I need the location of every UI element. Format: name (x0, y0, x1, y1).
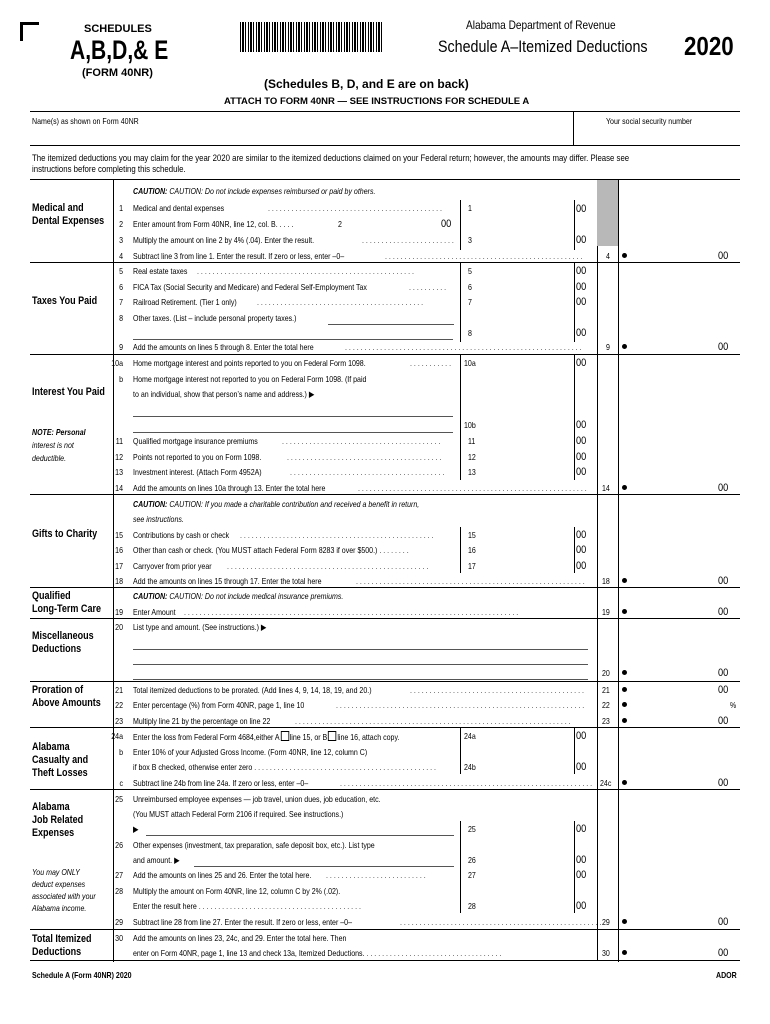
schedules-label: SCHEDULES (84, 23, 152, 35)
line-26-label-1: Other expenses (investment, tax preparation, safe deposit box, etc.). List type (133, 840, 375, 850)
section-medical: Medical and Dental Expenses (32, 202, 105, 227)
section-casualty: Alabama Casualty and Theft Losses (32, 741, 89, 779)
line-10a-amount[interactable] (486, 355, 574, 369)
line-30-label-2: enter on Form 40NR, page 1, line 13 and check 13a, Itemized Deductions. . . . . . . . . . . . . . . . . . . . . . . . . . . . . . . . . . . . (133, 948, 502, 958)
name-label: Name(s) as shown on Form 40NR (32, 116, 139, 126)
line-1-cents: 00 (576, 203, 587, 215)
line-19-amount[interactable] (630, 604, 716, 618)
line-20-cents: 00 (718, 667, 729, 679)
section-total: Total Itemized Deductions (32, 933, 92, 958)
intro-line-2: instructions before completing this schedule. (32, 164, 186, 174)
line-25-amount[interactable] (486, 821, 574, 835)
line-16-amount[interactable] (486, 542, 574, 556)
ssn-label: Your social security number (606, 116, 693, 126)
intro-line-1: The itemized deductions you may claim for the year 2020 are similar to the itemized deductions claimed on your Federal return; however, the amounts may differ. Please see (32, 153, 630, 163)
line-8-cents: 00 (576, 327, 587, 339)
line-22-label: Enter percentage (%) from Form 40NR, page 1, line 10 (133, 700, 305, 710)
line-28-amount[interactable] (486, 898, 574, 912)
department-name: Alabama Department of Revenue (466, 18, 616, 32)
section-long-term-care: Qualified Long-Term Care (32, 590, 101, 615)
line-23-cents: 00 (718, 715, 729, 727)
line-11-cents: 00 (576, 435, 587, 447)
tax-year: 2020 (684, 31, 734, 61)
section-interest: Interest You Paid (32, 386, 105, 398)
line-24b-label-2: if box B checked, otherwise enter zero . . . . . . . . . . . . . . . . . . . . . . . . . . . . . . . . . . . . . . . . . . . . . . . (133, 762, 437, 772)
form-big-title: A,B,D,& E (70, 35, 169, 65)
caution-ltc: CAUTION: CAUTION: Do not include medical insurance premiums. (133, 591, 344, 601)
line-17-label: Carryover from prior year (133, 561, 212, 571)
barcode (240, 22, 382, 52)
ssn-input[interactable] (575, 127, 739, 144)
line-3-cents: 00 (576, 234, 587, 246)
line-28-label-1: Multiply the amount on Form 40NR, line 12, column C by 2% (.02). (133, 886, 341, 896)
line-21-label: Total itemized deductions to be prorated. (Add lines 4, 9, 14, 18, 19, and 20.) (133, 685, 372, 695)
line-14-cents: 00 (718, 482, 729, 494)
caution-gifts-2: see instructions. (133, 514, 184, 524)
checkbox-a[interactable] (280, 731, 288, 741)
line-14-label: Add the amounts on lines 10a through 13. Enter the total here (133, 483, 326, 493)
line-5-cents: 00 (576, 265, 587, 277)
line-8-amount[interactable] (486, 325, 574, 339)
corner-mark (20, 22, 39, 41)
line-7-cents: 00 (576, 296, 587, 308)
line-3-label: Multiply the amount on line 2 by 4% (.04). Enter the result. (133, 235, 315, 245)
line-17-cents: 00 (576, 560, 587, 572)
line-14-amount[interactable] (630, 480, 716, 494)
line-5-label: Real estate taxes (133, 266, 188, 276)
note-personal-interest: NOTE: Personal interest is not deductible. (32, 427, 86, 463)
line-23-amount[interactable] (630, 713, 716, 727)
line-10b-amount[interactable] (486, 417, 574, 431)
line-12-cents: 00 (576, 451, 587, 463)
line-6-amount[interactable] (486, 279, 574, 293)
line-29-amount[interactable] (630, 914, 716, 928)
line-20-amount[interactable] (630, 665, 716, 679)
line-25-label-2: (You MUST attach Federal Form 2106 if required. See instructions.) (133, 809, 344, 819)
line-24a-cents: 00 (576, 730, 587, 742)
line-6-cents: 00 (576, 281, 587, 293)
line-17-amount[interactable] (486, 558, 574, 572)
line-26-cents: 00 (576, 854, 587, 866)
line-10b-cents: 00 (576, 419, 587, 431)
line-2-amount[interactable] (352, 216, 438, 230)
line-12-label: Points not reported to you on Form 1098. (133, 452, 262, 462)
name-input[interactable] (31, 127, 571, 144)
caution-medical: CAUTION: CAUTION: Do not include expenses reimbursed or paid by others. (133, 186, 376, 196)
line-11-amount[interactable] (486, 433, 574, 447)
schedule-title: Schedule A–Itemized Deductions (438, 37, 648, 56)
line-26-amount[interactable] (486, 852, 574, 866)
line-30-label-1: Add the amounts on lines 23, 24c, and 29. Enter the total here. Then (133, 933, 347, 943)
line-24c-label: Subtract line 24b from line 24a. If zero or less, enter –0– (133, 778, 309, 788)
line-16-label: Other than cash or check. (You MUST attach Federal Form 8283 if over $500.) . . . . . . . . (133, 545, 409, 555)
note-only-alabama: You may ONLY deduct expenses associated with your Alabama income. (32, 867, 96, 913)
line-15-cents: 00 (576, 529, 587, 541)
line-19-label: Enter Amount (133, 607, 176, 617)
line-22-percent[interactable] (630, 697, 726, 711)
line-21-amount[interactable] (630, 682, 716, 696)
line-24a-amount[interactable] (486, 728, 574, 742)
line-29-cents: 00 (718, 916, 729, 928)
line-27-cents: 00 (576, 869, 587, 881)
checkbox-b[interactable] (328, 731, 336, 741)
line-20-label: List type and amount. (See instructions.) ▶ (133, 622, 267, 632)
back-schedules-note: (Schedules B, D, and E are on back) (264, 77, 469, 91)
section-job-expenses: Alabama Job Related Expenses (32, 801, 84, 839)
line-26-label-2: and amount. ▶ (133, 855, 180, 865)
line-7-label: Railroad Retirement. (Tier 1 only) (133, 297, 237, 307)
line-15-amount[interactable] (486, 527, 574, 541)
section-proration: Proration of Above Amounts (32, 684, 101, 709)
line-18-cents: 00 (718, 575, 729, 587)
line-27-label: Add the amounts on lines 25 and 26. Enter the total here. (133, 870, 312, 880)
attach-instructions: ATTACH TO FORM 40NR — SEE INSTRUCTIONS FOR SCHEDULE A (224, 96, 530, 107)
line-13-amount[interactable] (486, 464, 574, 478)
line-25-label-1: Unreimbursed employee expenses — job travel, union dues, job education, etc. (133, 794, 381, 804)
line-16-cents: 00 (576, 544, 587, 556)
line-18-label: Add the amounts on lines 15 through 17. Enter the total here (133, 576, 322, 586)
form-label: (FORM 40NR) (82, 67, 153, 79)
line-19-cents: 00 (718, 606, 729, 618)
line-30-cents: 00 (718, 947, 729, 959)
line-7-amount[interactable] (486, 294, 574, 308)
line-8-label: Other taxes. (List – include personal property taxes.) (133, 313, 297, 323)
caution-gifts-1: CAUTION: CAUTION: If you made a charitable contribution and received a benefit in return, (133, 499, 420, 509)
line-30-amount[interactable] (630, 945, 716, 959)
line-28-cents: 00 (576, 900, 587, 912)
line-10b-label-2: to an individual, show that person’s name and address.) ▶ (133, 389, 315, 399)
line-4-amount[interactable] (630, 248, 716, 262)
line-15-label: Contributions by cash or check (133, 530, 230, 540)
line-5-amount[interactable] (486, 263, 574, 277)
line-18-amount[interactable] (630, 573, 716, 587)
line-29-label: Subtract line 28 from line 27. Enter the result. If zero or less, enter –0– (133, 917, 352, 927)
line-10b-label-1: Home mortgage interest not reported to you on Federal Form 1098. (If paid (133, 374, 367, 384)
line-9-label: Add the amounts on lines 5 through 8. Enter the total here (133, 342, 314, 352)
shaded-column (597, 180, 618, 246)
line-3-amount[interactable] (486, 232, 574, 246)
line-25-cents: 00 (576, 823, 587, 835)
line-24b-cents: 00 (576, 761, 587, 773)
section-misc: Miscellaneous Deductions (32, 630, 94, 655)
line-4-cents: 00 (718, 250, 729, 262)
line-2-label: Enter amount from Form 40NR, line 12, col. B. . . . . (133, 219, 294, 229)
line-9-cents: 00 (718, 341, 729, 353)
line-9-amount[interactable] (630, 339, 716, 353)
line-27-amount[interactable] (486, 867, 574, 881)
line-10a-label: Home mortgage interest and points reported to you on Federal Form 1098. (133, 358, 366, 368)
line-24c-amount[interactable] (630, 775, 716, 789)
line-13-cents: 00 (576, 466, 587, 478)
section-gifts: Gifts to Charity (32, 528, 98, 540)
line-2-cents: 00 (441, 218, 452, 230)
section-taxes: Taxes You Paid (32, 295, 98, 307)
line-22-percent-sign: % (730, 700, 737, 710)
line-21-cents: 00 (718, 684, 729, 696)
line-28-label-2: Enter the result here . . . . . . . . . . . . . . . . . . . . . . . . . . . . . . . . . . . . . . . . . . (133, 901, 361, 911)
line-4-label: Subtract line 3 from line 1. Enter the result. If zero or less, enter –0– (133, 251, 345, 261)
line-24b-label-1: Enter 10% of your Adjusted Gross Income. (Form 40NR, line 12, column C) (133, 747, 368, 757)
footer-agency: ADOR (716, 970, 737, 980)
line-11-label: Qualified mortgage insurance premiums (133, 436, 258, 446)
line-1-amount[interactable] (486, 200, 574, 214)
line-12-amount[interactable] (486, 449, 574, 463)
line-10a-cents: 00 (576, 357, 587, 369)
line-25-arrow: ▶ (133, 824, 139, 834)
line-24b-amount[interactable] (486, 759, 574, 773)
line-24c-cents: 00 (718, 777, 729, 789)
line-13-label: Investment interest. (Attach Form 4952A) (133, 467, 262, 477)
footer-form-id: Schedule A (Form 40NR) 2020 (32, 970, 132, 980)
line-23-label: Multiply line 21 by the percentage on line 22 (133, 716, 271, 726)
line-6-label: FICA Tax (Social Security and Medicare) and Federal Self-Employment Tax (133, 282, 367, 292)
line-1-label: Medical and dental expenses (133, 203, 225, 213)
line-24a-label: Enter the loss from Federal Form 4684,either A line 15, or B line 16, attach copy. (133, 732, 400, 742)
